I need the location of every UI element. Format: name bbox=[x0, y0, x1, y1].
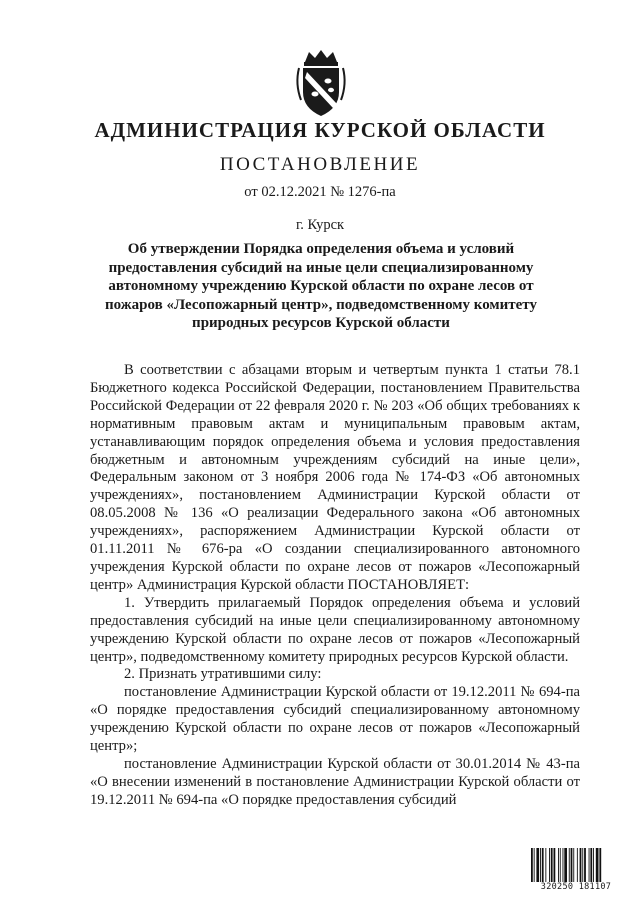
barcode-icon bbox=[530, 848, 622, 882]
organization-title: АДМИНИСТРАЦИЯ КУРСКОЙ ОБЛАСТИ bbox=[94, 118, 546, 142]
kursk-coat-of-arms-icon bbox=[293, 48, 349, 120]
body-paragraph: постановление Администрации Курской области от 19.12.2011 № 694-па «О порядке предоставления субсидий специализированному автономному учреждению Курской области по охране лесов от пожаров «Лесопожарный центр»; bbox=[90, 684, 580, 755]
document-date-number: от 02.12.2021 № 1276-па bbox=[244, 184, 396, 200]
document-type: ПОСТАНОВЛЕНИЕ bbox=[219, 154, 421, 175]
body-paragraph: 2. Признать утратившими силу: bbox=[124, 666, 322, 683]
body-paragraph: постановление Администрации Курской области от 30.01.2014 № 43-па «О внесении изменений в постановление Администрации Курской области от 19.12.2011 № 694-па «О порядке предоставления субсидий bbox=[90, 755, 580, 808]
body-paragraph: В соответствии с абзацами вторым и четвертым пункта 1 статьи 78.1 Бюджетного кодекса Российской Федерации, постановлением Правительства Российской Федерации от 22 февраля 2020 г. № 203 «Об общих требованиях к нормативным правовым актам и муниципальным правовым актам, устанавливающим порядок определения объема и условия предоставления бюджетным и автономным учреждениям субсидий на иные цели», Федеральным законом от 3 ноября 2006 года № 174-ФЗ «Об автономных учреждениях», постановлением Администрации Курской области от 08.05.2008 № 136 «О реализации Федерального закона «Об автономных учреждениях», распоряжением Администрации Курской области от 01.11.2011 № 676-ра «О создании специализированного автономного учреждения Курской области по охране лесов от пожаров «Лесопожарный центр» Администрация Курской области ПОСТАНОВЛЯЕТ: bbox=[90, 362, 580, 593]
document-city: г. Курск bbox=[295, 217, 345, 233]
barcode-number: 320250 181107 bbox=[540, 882, 612, 892]
document-body bbox=[90, 362, 580, 810]
barcode bbox=[530, 848, 622, 892]
document-subject: Об утверждении Порядка определения объема и условий предоставления субсидий на иные цели специализированному автономному учреждению Курской области по охране лесов от пожаров «Лесопожарный центр», подведомственному комитету природных ресурсов Курской области bbox=[105, 241, 537, 332]
body-paragraph: 1. Утвердить прилагаемый Порядок определения объема и условий предоставления субсидий на иные цели специализированному автономному учреждению Курской области по охране лесов от пожаров «Лесопожарный центр», подведомственному комитету природных ресурсов Курской области. bbox=[90, 594, 580, 665]
